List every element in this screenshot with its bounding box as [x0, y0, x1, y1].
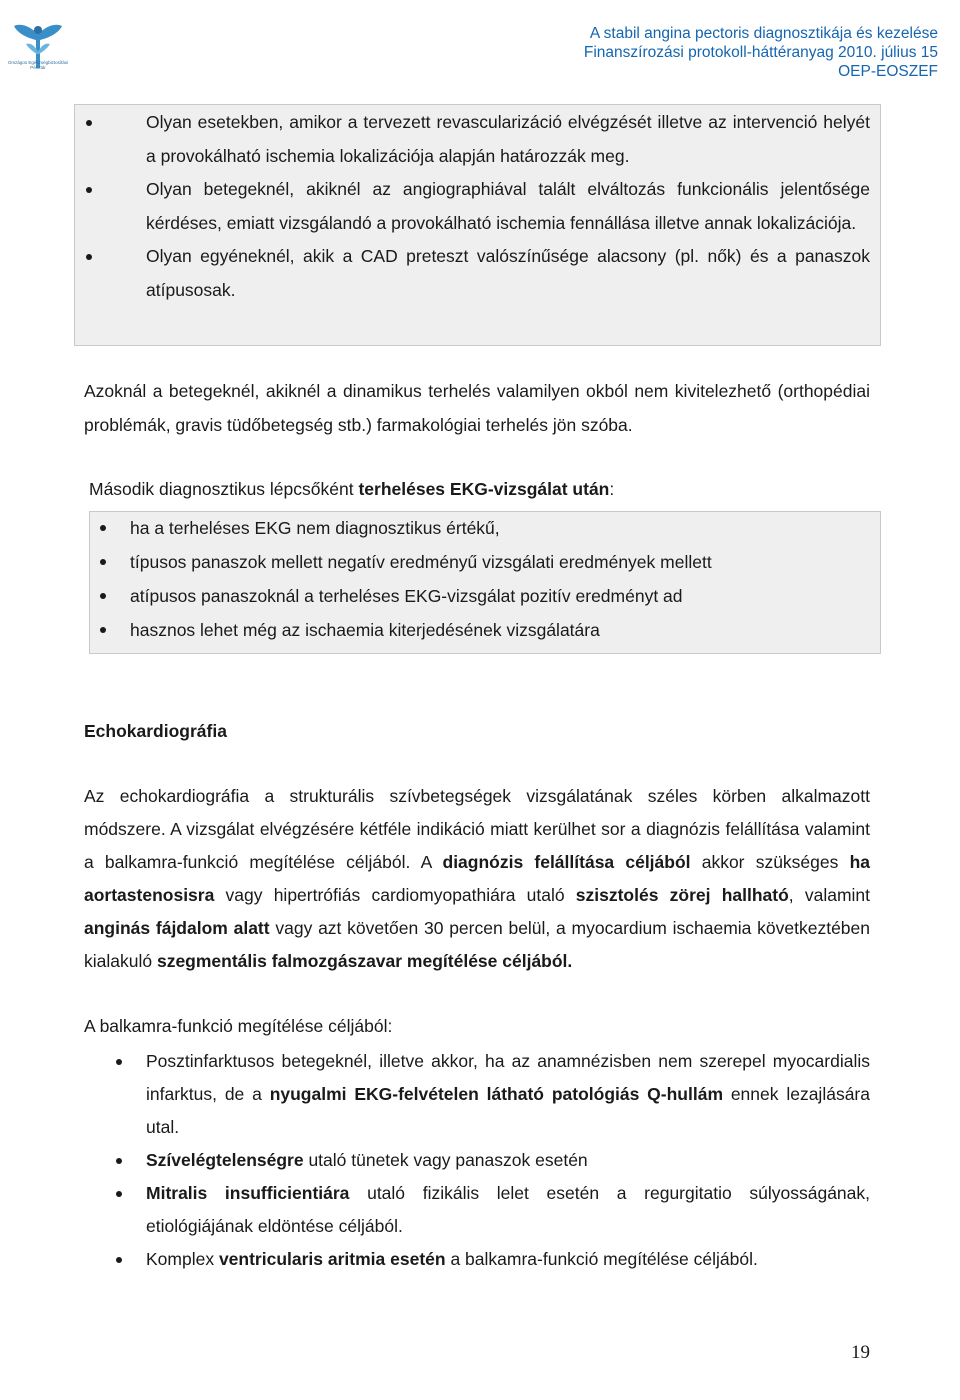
indication-list [146, 106, 870, 307]
text-run: Az echokardiográfia a strukturális szívbetegségek vizsgálatának széles körben alkalmazott módszere. A vizsgálat elvégzésére kétféle indikáció miatt kerülhet sor a diagnózis felállítása valamint a balkamra-funkció megítélése céljából. A [84, 786, 870, 872]
text-run: vagy hipertrófiás cardiomyopathiára utaló [214, 885, 576, 905]
list-item: Olyan betegeknél, akiknél az angiographiával talált elváltozás funkcionális jelentősége kérdéses, emiatt vizsgálandó a provokálható ischemia fennállása illetve annak lokalizációja. [146, 173, 870, 240]
lv-function-list [146, 1045, 870, 1276]
text-run: ennek lezajlására utal. [146, 1084, 870, 1137]
text-run: utaló tünetek vagy panaszok esetén [303, 1150, 588, 1170]
page-header [584, 24, 938, 81]
list-item: hasznos lehet még az ischaemia kiterjedésének vizsgálatára [130, 613, 870, 647]
list-item: Olyan esetekben, amikor a tervezett revascularizáció elvégzését illetve az intervenció helyét a provokálható ischemia lokalizációja alapján határozzák meg. [146, 106, 870, 173]
list-item [146, 1243, 870, 1276]
bold-text: anginás fájdalom alatt [84, 918, 270, 938]
text-run: vagy azt követően 30 percen belül, a myocardium ischaemia következtében kialakuló [84, 918, 871, 971]
text-run: a balkamra-funkció megítélése céljából. [445, 1249, 758, 1269]
section-heading: Echokardiográfia [84, 721, 227, 741]
text-run: Posztinfarktusos betegeknél, illetve akkor, ha az anamnézisben nem szerepel myocardialis infarktus, de a [146, 1051, 870, 1104]
logo-caption: Országos Egészségbiztosítási Pénztár [7, 60, 69, 70]
bold-text: szegmentális falmozgászavar megítélése céljából. [156, 951, 573, 971]
bold-text: diagnózis felállítása céljából [442, 852, 691, 872]
bold-text: szisztolés zörej hallható [575, 885, 789, 905]
bold-text: ventricularis aritmia esetén [218, 1249, 446, 1269]
text-run: utaló fizikális lelet esetén a regurgitatio súlyosságának, etiológiájának eldöntése céljából. [146, 1183, 871, 1236]
second-step-paragraph [89, 473, 875, 506]
list-item [146, 1177, 870, 1243]
bold-text: ha aortastenosisra [84, 852, 871, 905]
list-item: Olyan egyéneknél, akik a CAD preteszt valószínűsége alacsony (pl. nők) és a panaszok atípusosak. [146, 240, 870, 307]
lv-function-intro: A balkamra-funkció megítélése céljából: [84, 1016, 393, 1036]
list-item: ha a terheléses EKG nem diagnosztikus értékű, [130, 511, 870, 545]
pharmacological-stress-paragraph: Azoknál a betegeknél, akiknél a dinamikus terhelés valamilyen okból nem kivitelezhető (orthopédiai problémák, gravis tüdőbetegség stb.) farmakológiai terhelés jön szóba. [84, 381, 870, 435]
echo-paragraph [84, 780, 870, 978]
list-item [146, 1045, 870, 1144]
list-item: atípusos panaszoknál a terheléses EKG-vizsgálat pozitív eredményt ad [130, 579, 870, 613]
bold-text: terheléses EKG-vizsgálat után [358, 479, 610, 499]
text-run: akkor szükséges [690, 852, 850, 872]
header-subtitle: Finanszírozási protokoll-háttéranyag 2010. július 15 [583, 44, 938, 61]
text-run: , valamint [788, 885, 871, 905]
header-title: A stabil angina pectoris diagnosztikája és kezelése [589, 25, 938, 42]
text-run: Komplex [146, 1249, 219, 1269]
list-item: típusos panaszok mellett negatív eredményű vizsgálati eredmények mellett [130, 545, 870, 579]
ekg-criteria-list [130, 511, 870, 647]
header-org: OEP-EOSZEF [838, 63, 938, 80]
list-item [146, 1144, 870, 1177]
bold-text: nyugalmi EKG-felvételen látható patológiás Q-hullám [269, 1084, 723, 1104]
text-run: Második diagnosztikus lépcsőként [89, 479, 359, 499]
bold-text: Mitralis insufficientiára [146, 1183, 350, 1203]
page-number: 19 [851, 1342, 870, 1363]
text-run: : [609, 479, 615, 499]
bold-text: Szívelégtelenségre [146, 1150, 304, 1170]
